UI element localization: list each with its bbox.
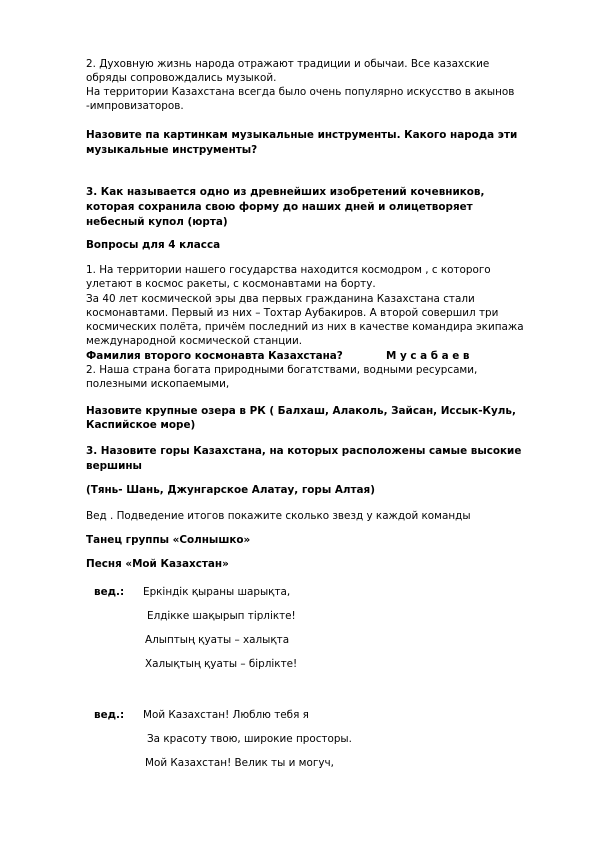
- answer-text: (Тянь- Шань, Джунгарское Алатау, горы Алтая): [86, 484, 375, 496]
- task-line: Назовите крупные озера в РК ( Балхаш, Алаколь, Зайсан, Иссык-Куль,: [86, 405, 516, 417]
- text-line: 1. На территории нашего государства находится космодром , с которого: [86, 264, 491, 276]
- lyric-line: Халықтың қуаты – бірлікте!: [145, 658, 298, 670]
- text-line: -импровизаторов.: [86, 100, 184, 112]
- text-line: На территории Казахстана всегда было очень популярно искусство в акынов: [86, 86, 515, 98]
- text-line: космонавтами. Первый из них – Тохтар Аубакиров. А второй совершил три: [86, 307, 499, 319]
- text-line: 2. Наша страна богата природными богатствами, водными ресурсами,: [86, 364, 478, 376]
- text-line: 2. Духовную жизнь народа отражают традиции и обычаи. Все казахские: [86, 58, 490, 70]
- lyric-line: Елдікке шақырып тірлікте!: [147, 610, 296, 622]
- lyric-line: Мой Казахстан! Люблю тебя я: [143, 709, 309, 721]
- question-line: небесный купол (юрта): [86, 216, 228, 228]
- question-line: вершины: [86, 460, 142, 472]
- text-line: международной космической станции.: [86, 335, 303, 347]
- section-heading: Вопросы для 4 класса: [86, 239, 221, 251]
- text-line: За 40 лет космической эры два первых гражданина Казахстана стали: [86, 293, 475, 305]
- question-line: которая сохранила свою форму до наших дней и олицетворяет: [86, 201, 473, 213]
- lyric-line: Алыптың қуаты – халықта: [145, 634, 290, 646]
- lyric-line: Еркіндік қыраны шарықта,: [143, 586, 291, 598]
- answer-text: М у с а б а е в: [386, 350, 470, 362]
- host-line: Вед . Подведение итогов покажите сколько звезд у каждой команды: [86, 510, 471, 522]
- speaker-label: вед.:: [94, 586, 125, 598]
- song-title: Песня «Мой Казахстан»: [86, 558, 229, 570]
- lyric-line: За красоту твою, широкие просторы.: [147, 733, 352, 745]
- text-line: полезными ископаемыми,: [86, 378, 230, 390]
- performance-title: Танец группы «Солнышко»: [86, 534, 251, 546]
- question-line: Фамилия второго космонавта Казахстана?: [86, 350, 343, 362]
- task-line: музыкальные инструменты?: [86, 144, 258, 156]
- text-line: космических полёта, причём последний из них в качестве командира экипажа: [86, 321, 524, 333]
- text-line: обряды сопровождались музыкой.: [86, 72, 277, 84]
- text-line: улетают в космос ракеты, с космонавтами на борту.: [86, 278, 376, 290]
- task-line: Назовите па картинкам музыкальные инструменты. Какого народа эти: [86, 129, 518, 141]
- question-line: 3. Назовите горы Казахстана, на которых расположены самые высокие: [86, 445, 522, 457]
- question-line: 3. Как называется одно из древнейших изобретений кочевников,: [86, 186, 485, 198]
- task-line: Каспийское море): [86, 419, 196, 431]
- speaker-label: вед.:: [94, 709, 125, 721]
- lyric-line: Мой Казахстан! Велик ты и могуч,: [145, 757, 334, 769]
